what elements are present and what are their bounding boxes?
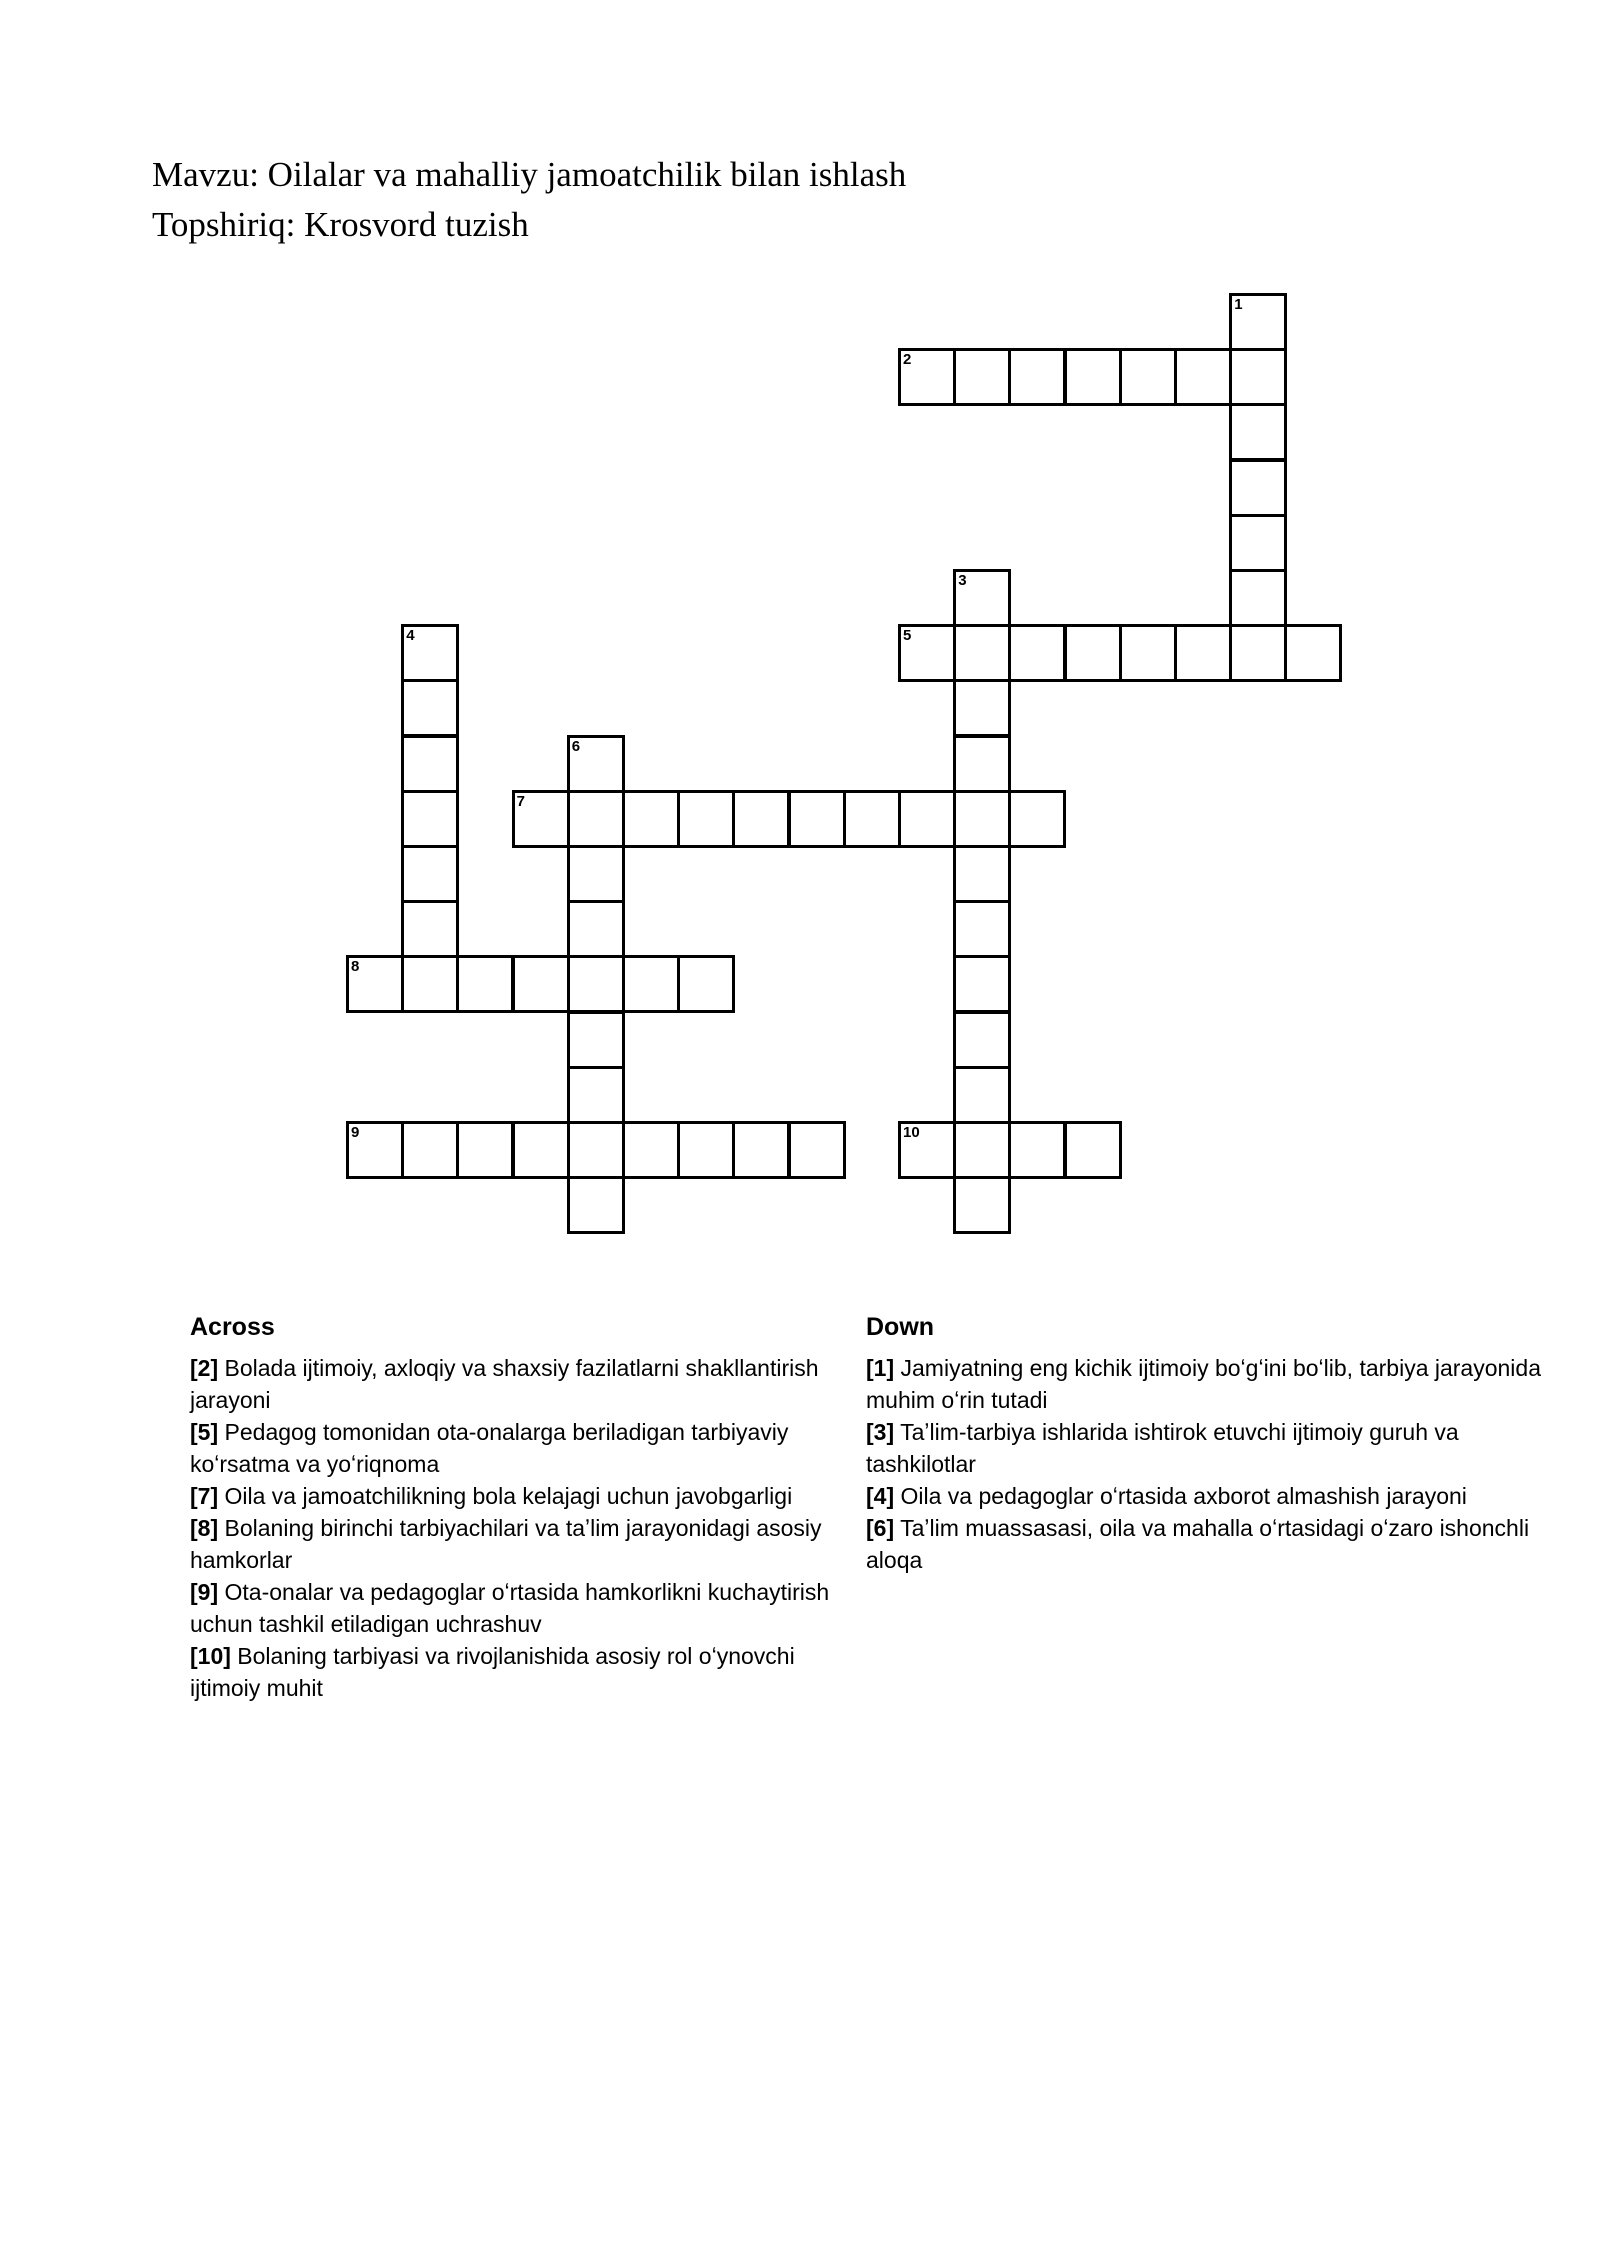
crossword-cell	[953, 955, 1011, 1013]
crossword-cell	[512, 955, 570, 1013]
clue-number: [9]	[190, 1579, 219, 1605]
down-title: Down	[866, 1313, 935, 1341]
clue-number: [1]	[866, 1355, 895, 1381]
clue-across-7	[190, 1480, 855, 1512]
cell-number: 1	[1234, 296, 1243, 313]
clue-across-8	[190, 1512, 855, 1576]
crossword-cell	[953, 845, 1011, 903]
crossword-cell	[401, 1121, 459, 1179]
clue-down-4	[866, 1480, 1546, 1512]
cell-number: 10	[903, 1124, 920, 1141]
clue-across-9	[190, 1576, 855, 1640]
crossword-cell	[401, 900, 459, 958]
clue-text: Jamiyatning eng kichik ijtimoiy boʻgʻini boʻlib, tarbiya jarayonida muhim oʻrin tutadi	[866, 1355, 1542, 1413]
cell-number: 3	[958, 572, 967, 589]
cell-number: 6	[571, 737, 581, 755]
crossword-cell	[1229, 403, 1287, 461]
crossword-cell	[401, 955, 459, 1013]
crossword-cell	[898, 1121, 956, 1179]
crossword-cell	[1008, 348, 1066, 406]
crossword-cell	[346, 955, 404, 1013]
crossword-cell	[1008, 624, 1066, 682]
crossword-cell	[567, 955, 625, 1013]
crossword-cell	[1119, 348, 1177, 406]
crossword-cell	[677, 955, 735, 1013]
crossword-cell	[1229, 459, 1287, 517]
clue-number: [8]	[190, 1515, 219, 1541]
crossword-cell	[456, 955, 514, 1013]
crossword-cell	[346, 1121, 404, 1179]
crossword-cell	[953, 1066, 1011, 1124]
cell-number: 7	[516, 792, 525, 810]
clue-text: Oila va pedagoglar oʻrtasida axborot almashish jarayoni	[900, 1483, 1467, 1509]
clue-text: Taʼlim-tarbiya ishlarida ishtirok etuvchi ijtimoiy guruh va tashkilotlar	[866, 1419, 1459, 1477]
clue-text: Bolaning tarbiyasi va rivojlanishida asosiy rol oʻynovchi ijtimoiy muhit	[190, 1643, 795, 1701]
crossword-cell	[788, 790, 846, 848]
crossword-cell	[953, 1176, 1011, 1234]
cell-number: 2	[903, 351, 912, 369]
crossword-cell	[567, 900, 625, 958]
clue-text: Ota-onalar va pedagoglar oʻrtasida hamkorlikni kuchaytirish uchun tashkil etiladigan uchrashuv	[190, 1579, 830, 1637]
clue-across-10	[190, 1640, 855, 1704]
clue-text: Bolada ijtimoiy, axloqiy va shaxsiy fazilatlarni shakllantirish jarayoni	[190, 1355, 819, 1413]
crossword-cell	[953, 1121, 1011, 1179]
topic-line: Mavzu: Oilalar va mahalliy jamoatchilik bilan ishlash	[152, 155, 907, 194]
clue-number: [3]	[866, 1419, 895, 1445]
clue-number: [6]	[866, 1515, 895, 1541]
clue-number: [7]	[190, 1483, 219, 1509]
crossword-cell	[953, 1011, 1011, 1069]
crossword-cell	[953, 679, 1011, 737]
cell-number: 8	[351, 958, 360, 976]
crossword-cell	[1119, 624, 1177, 682]
crossword-cell	[401, 790, 459, 848]
cell-number: 5	[903, 627, 912, 645]
crossword-cell	[1064, 1121, 1122, 1179]
crossword-cell	[953, 790, 1011, 848]
crossword-cell	[1174, 348, 1232, 406]
crossword-cell	[1284, 624, 1342, 682]
clue-across-5	[190, 1416, 855, 1480]
crossword-cell	[677, 790, 735, 848]
clue-text: Pedagog tomonidan ota-onalarga beriladigan tarbiyaviy koʻrsatma va yoʻriqnoma	[190, 1419, 789, 1477]
clue-number: [10]	[190, 1643, 231, 1669]
crossword-cell	[401, 845, 459, 903]
crossword-cell	[677, 1121, 735, 1179]
crossword-cell	[1008, 1121, 1066, 1179]
crossword-cell	[1229, 293, 1287, 351]
crossword-cell	[512, 790, 570, 848]
clue-down-1	[866, 1352, 1546, 1416]
crossword-cell	[732, 1121, 790, 1179]
crossword-cell	[898, 790, 956, 848]
crossword-cell	[843, 790, 901, 848]
crossword-cell	[456, 1121, 514, 1179]
crossword-cell	[567, 790, 625, 848]
across-clues	[190, 1310, 855, 1704]
crossword-cell	[1174, 624, 1232, 682]
clue-number: [5]	[190, 1419, 219, 1445]
crossword-cell	[567, 1011, 625, 1069]
task-line: Topshiriq: Krosvord tuzish	[152, 205, 529, 244]
crossword-cell	[1229, 514, 1287, 572]
crossword-cell	[953, 735, 1011, 793]
cell-number: 9	[351, 1124, 360, 1141]
crossword-cell	[1229, 348, 1287, 406]
crossword-cell	[1229, 569, 1287, 627]
crossword-cell	[1008, 790, 1066, 848]
clue-down-6	[866, 1512, 1546, 1576]
clue-text: Taʼlim muassasasi, oila va mahalla oʻrtasidagi oʻzaro ishonchli aloqa	[866, 1515, 1530, 1573]
crossword-cell	[622, 1121, 680, 1179]
crossword-cell	[788, 1121, 846, 1179]
crossword-cell	[622, 955, 680, 1013]
crossword-cell	[401, 679, 459, 737]
crossword-cell	[1064, 348, 1122, 406]
crossword-cell	[732, 790, 790, 848]
crossword-cell	[953, 900, 1011, 958]
crossword-cell	[567, 1121, 625, 1179]
crossword-cell	[567, 845, 625, 903]
crossword-cell	[953, 624, 1011, 682]
down-clues	[866, 1310, 1546, 1576]
crossword-cell	[1229, 624, 1287, 682]
crossword-cell	[401, 624, 459, 682]
across-title: Across	[190, 1313, 275, 1341]
crossword-cell	[953, 569, 1011, 627]
clue-across-2	[190, 1352, 855, 1416]
crossword-cell	[898, 624, 956, 682]
crossword-cell	[622, 790, 680, 848]
crossword-cell	[567, 1066, 625, 1124]
crossword-cell	[567, 735, 625, 793]
crossword-cell	[567, 1176, 625, 1234]
crossword-cell	[953, 348, 1011, 406]
crossword-cell	[1064, 624, 1122, 682]
clue-number: [4]	[866, 1483, 895, 1509]
clue-number: [2]	[190, 1355, 219, 1381]
clue-down-3	[866, 1416, 1546, 1480]
crossword-cell	[512, 1121, 570, 1179]
clue-text: Oila va jamoatchilikning bola kelajagi uchun javobgarligi	[224, 1483, 793, 1509]
clue-text: Bolaning birinchi tarbiyachilari va taʼlim jarayonidagi asosiy hamkorlar	[190, 1515, 822, 1573]
crossword-cell	[898, 348, 956, 406]
cell-number: 4	[406, 627, 415, 645]
crossword-cell	[401, 735, 459, 793]
